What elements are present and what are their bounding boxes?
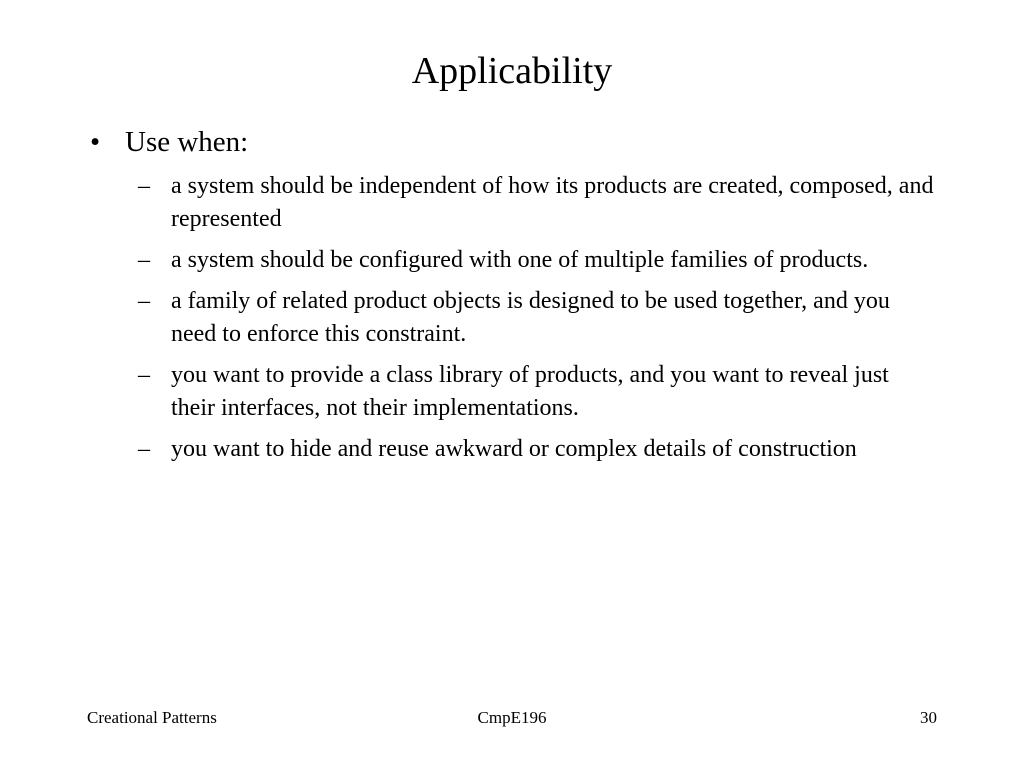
sub-bullet-item xyxy=(138,359,938,425)
dash-icon: – xyxy=(138,173,150,199)
sub-bullet-text: a family of related product objects is designed to be used together, and you need to enforce this constraint. xyxy=(171,288,890,347)
dash-icon: – xyxy=(138,247,150,273)
dash-icon: – xyxy=(138,288,150,314)
sub-bullet-item xyxy=(138,244,938,277)
bullet-icon: • xyxy=(90,126,101,158)
bullet-item xyxy=(90,120,248,164)
sub-bullet-item xyxy=(138,433,938,466)
sub-bullet-text: you want to hide and reuse awkward or complex details of construction xyxy=(171,436,857,462)
bullet-text: Use when: xyxy=(125,126,249,158)
sub-bullet-text: you want to provide a class library of products, and you want to reveal just their interfaces, not their implementations. xyxy=(171,362,889,421)
sub-bullet-list xyxy=(138,170,938,474)
slide-title: Applicability xyxy=(411,50,613,92)
sub-bullet-item xyxy=(138,170,938,236)
dash-icon: – xyxy=(138,362,150,388)
sub-bullet-item xyxy=(138,285,938,351)
footer-center-text: CmpE196 xyxy=(477,708,547,727)
sub-bullet-text: a system should be independent of how its products are created, composed, and represented xyxy=(171,173,934,232)
slide-number: 30 xyxy=(920,708,937,727)
sub-bullet-text: a system should be configured with one of multiple families of products. xyxy=(171,247,869,273)
footer-left-text: Creational Patterns xyxy=(87,708,217,727)
dash-icon: – xyxy=(138,436,150,462)
